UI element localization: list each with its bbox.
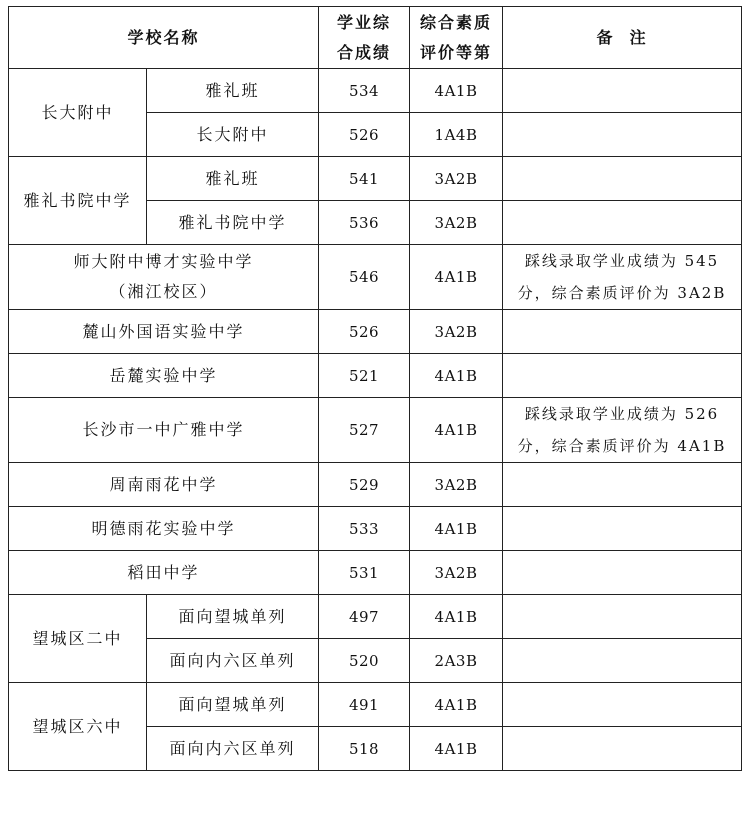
score-cell: 533 bbox=[319, 507, 410, 551]
grade-cell: 3A2B bbox=[410, 551, 503, 595]
table-row bbox=[9, 463, 742, 507]
table-row bbox=[9, 69, 742, 113]
note-cell bbox=[503, 69, 742, 113]
grade-cell: 1A4B bbox=[410, 113, 503, 157]
table-row bbox=[9, 157, 742, 201]
school-name: 麓山外国语实验中学 bbox=[9, 310, 319, 354]
note-cell bbox=[503, 595, 742, 639]
school-name: 长大附中 bbox=[9, 69, 147, 157]
class-name: 面向内六区单列 bbox=[147, 727, 319, 771]
table-row bbox=[9, 354, 742, 398]
header-score-line1: 学业综 bbox=[337, 12, 392, 32]
header-score-line2: 合成绩 bbox=[337, 42, 392, 62]
grade-cell: 4A1B bbox=[410, 398, 503, 463]
score-cell: 527 bbox=[319, 398, 410, 463]
note-line1: 踩线录取学业成绩为 526 bbox=[524, 405, 720, 423]
table-row bbox=[9, 310, 742, 354]
grade-cell: 4A1B bbox=[410, 69, 503, 113]
class-name: 雅礼班 bbox=[147, 157, 319, 201]
note-line1: 踩线录取学业成绩为 545 bbox=[524, 252, 720, 270]
school-name: 岳麓实验中学 bbox=[9, 354, 319, 398]
table-row bbox=[9, 551, 742, 595]
class-name: 雅礼书院中学 bbox=[147, 201, 319, 245]
note-cell bbox=[503, 201, 742, 245]
school-name: 望城区六中 bbox=[9, 683, 147, 771]
table-row bbox=[9, 245, 742, 310]
grade-cell: 4A1B bbox=[410, 354, 503, 398]
grade-cell: 4A1B bbox=[410, 507, 503, 551]
school-name-line2: （湘江校区） bbox=[109, 282, 218, 301]
school-name: 雅礼书院中学 bbox=[9, 157, 147, 245]
table-row bbox=[9, 398, 742, 463]
school-name bbox=[9, 245, 319, 310]
score-cell: 497 bbox=[319, 595, 410, 639]
note-cell bbox=[503, 157, 742, 201]
class-name: 面向内六区单列 bbox=[147, 639, 319, 683]
grade-cell: 3A2B bbox=[410, 310, 503, 354]
school-name: 稻田中学 bbox=[9, 551, 319, 595]
note-cell bbox=[503, 551, 742, 595]
header-quality-line2: 评价等第 bbox=[420, 42, 493, 62]
grade-cell: 4A1B bbox=[410, 727, 503, 771]
header-note bbox=[503, 7, 742, 69]
score-cell: 546 bbox=[319, 245, 410, 310]
header-score bbox=[319, 7, 410, 69]
score-cell: 536 bbox=[319, 201, 410, 245]
school-name: 明德雨花实验中学 bbox=[9, 507, 319, 551]
note-cell bbox=[503, 639, 742, 683]
note-cell bbox=[503, 398, 742, 463]
score-cell: 518 bbox=[319, 727, 410, 771]
admission-score-table bbox=[8, 6, 742, 771]
grade-cell: 2A3B bbox=[410, 639, 503, 683]
note-cell bbox=[503, 463, 742, 507]
note-cell bbox=[503, 245, 742, 310]
school-name: 周南雨花中学 bbox=[9, 463, 319, 507]
grade-cell: 4A1B bbox=[410, 595, 503, 639]
score-cell: 534 bbox=[319, 69, 410, 113]
score-cell: 531 bbox=[319, 551, 410, 595]
grade-cell: 4A1B bbox=[410, 683, 503, 727]
note-line2: 分，综合素质评价为 4A1B bbox=[517, 437, 727, 455]
score-cell: 520 bbox=[319, 639, 410, 683]
grade-cell: 3A2B bbox=[410, 463, 503, 507]
school-name: 望城区二中 bbox=[9, 595, 147, 683]
class-name: 面向望城单列 bbox=[147, 683, 319, 727]
header-quality-line1: 综合素质 bbox=[420, 12, 493, 32]
score-cell: 529 bbox=[319, 463, 410, 507]
header-row bbox=[9, 7, 742, 69]
table-row bbox=[9, 595, 742, 639]
header-quality bbox=[410, 7, 503, 69]
grade-cell: 3A2B bbox=[410, 201, 503, 245]
note-line2: 分，综合素质评价为 3A2B bbox=[517, 284, 727, 302]
score-cell: 526 bbox=[319, 310, 410, 354]
note-cell bbox=[503, 507, 742, 551]
note-cell bbox=[503, 683, 742, 727]
table-row bbox=[9, 683, 742, 727]
score-cell: 526 bbox=[319, 113, 410, 157]
header-note-label: 备 注 bbox=[596, 27, 648, 47]
table-row bbox=[9, 507, 742, 551]
note-cell bbox=[503, 113, 742, 157]
class-name: 面向望城单列 bbox=[147, 595, 319, 639]
note-cell bbox=[503, 354, 742, 398]
header-school: 学校名称 bbox=[9, 7, 319, 69]
score-cell: 521 bbox=[319, 354, 410, 398]
class-name: 雅礼班 bbox=[147, 69, 319, 113]
grade-cell: 3A2B bbox=[410, 157, 503, 201]
score-cell: 491 bbox=[319, 683, 410, 727]
school-name-line1: 师大附中博才实验中学 bbox=[73, 252, 254, 271]
class-name: 长大附中 bbox=[147, 113, 319, 157]
grade-cell: 4A1B bbox=[410, 245, 503, 310]
score-cell: 541 bbox=[319, 157, 410, 201]
note-cell bbox=[503, 310, 742, 354]
note-cell bbox=[503, 727, 742, 771]
school-name: 长沙市一中广雅中学 bbox=[9, 398, 319, 463]
